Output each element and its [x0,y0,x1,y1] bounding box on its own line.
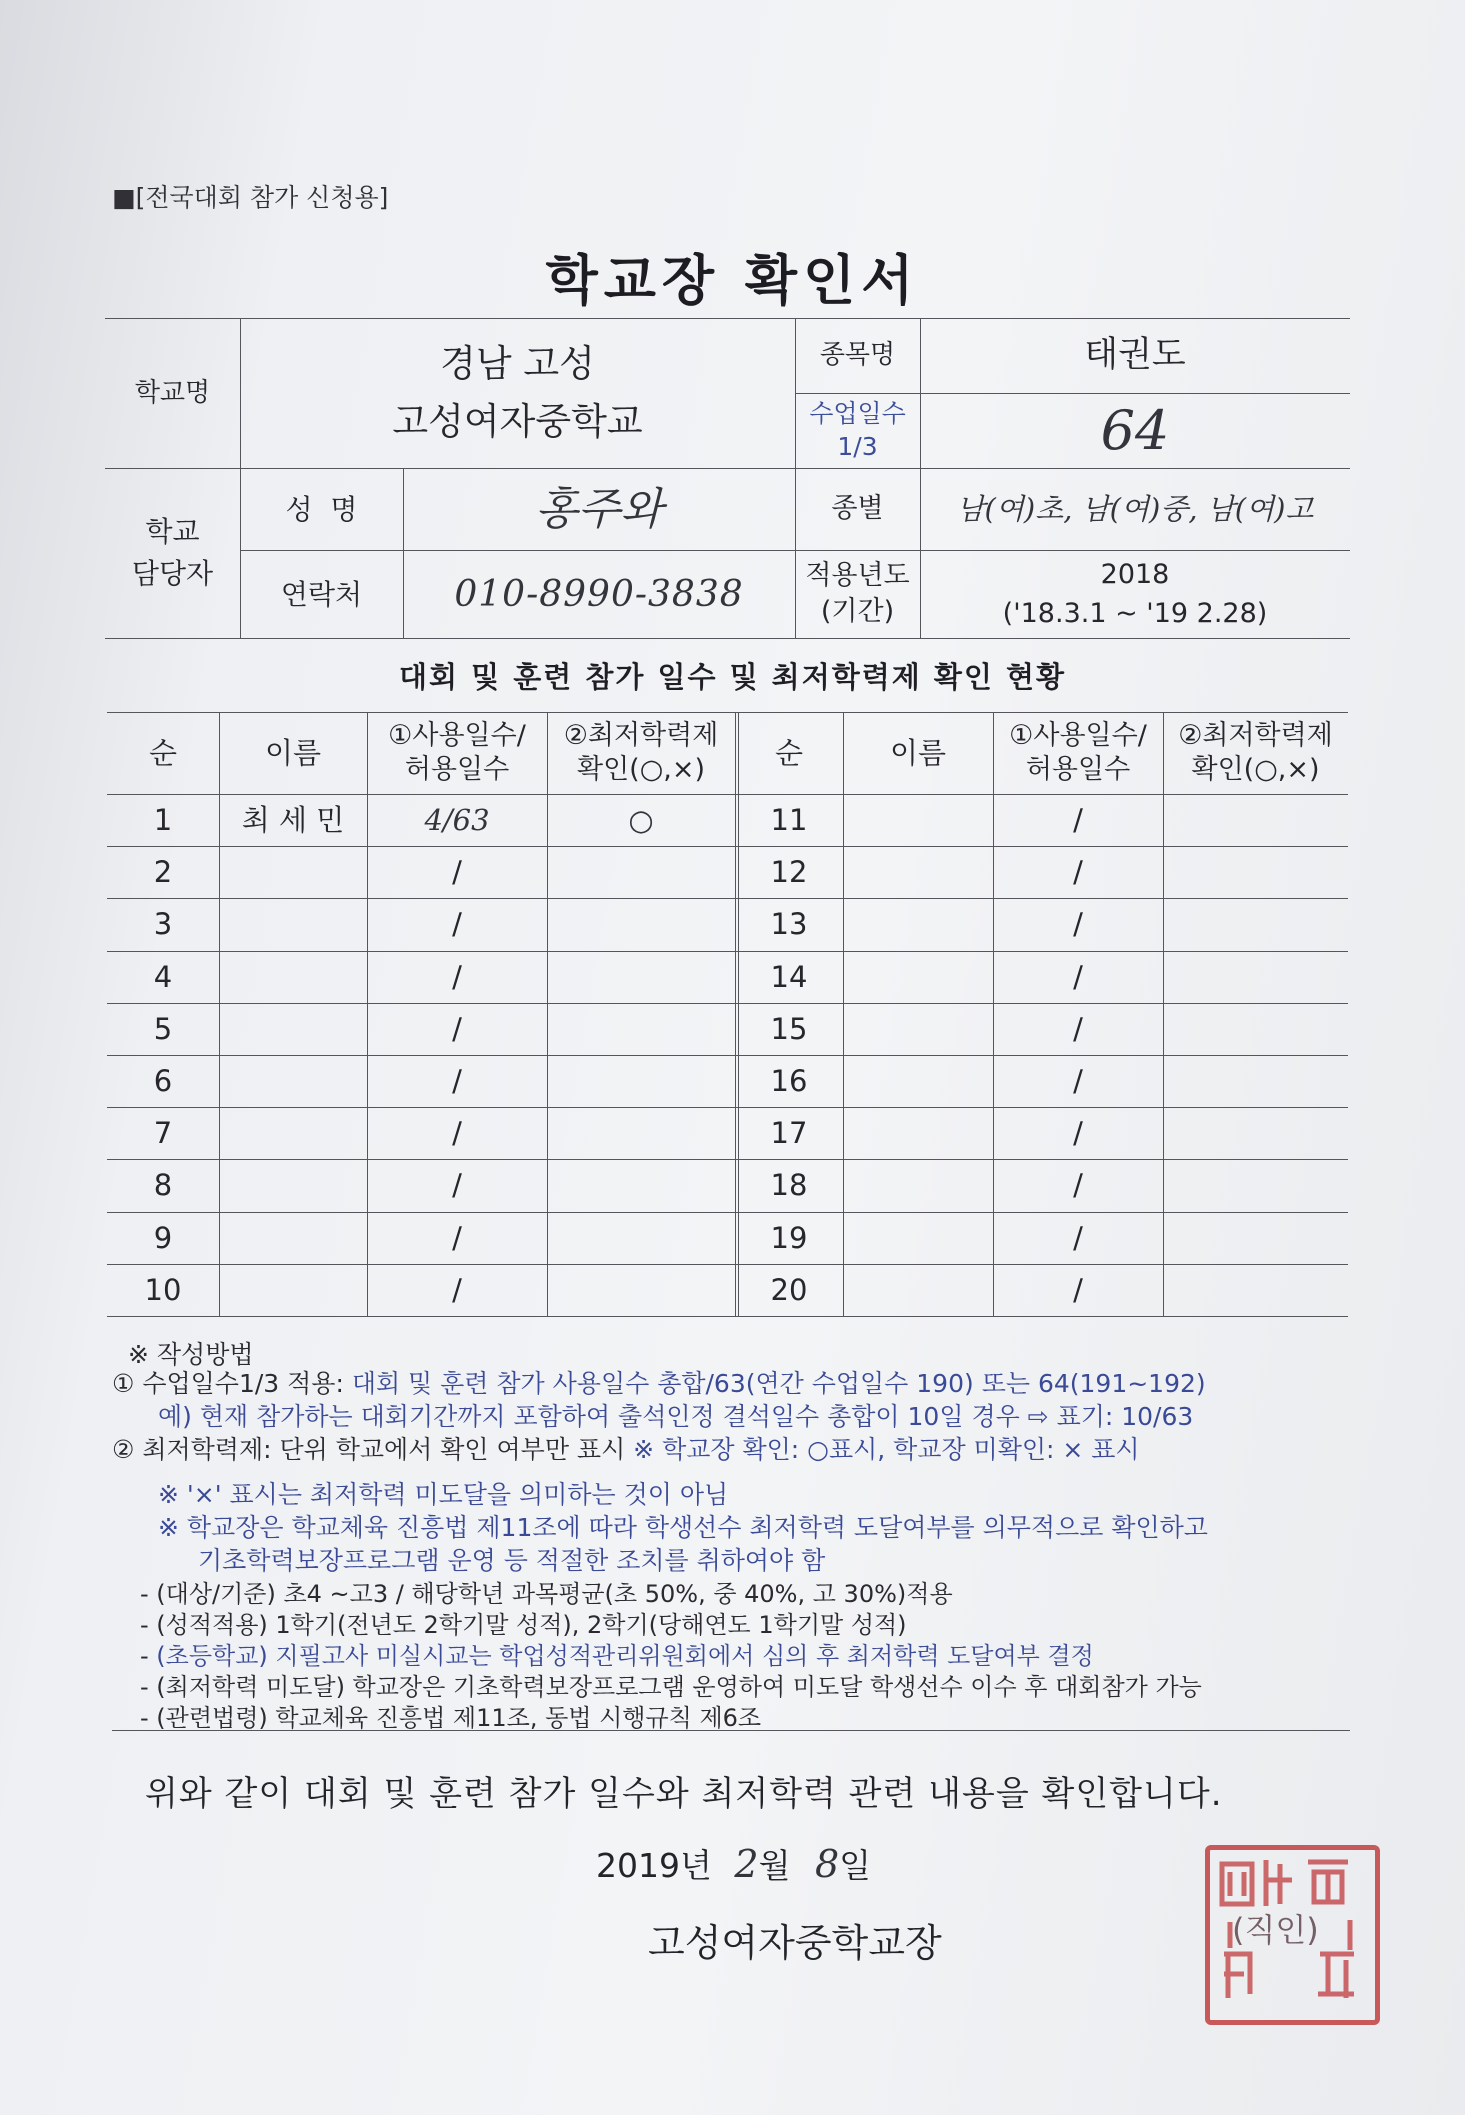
note-elementary [140,1636,1094,1671]
left-row-check [547,1264,735,1316]
right-row-days: / [1073,1168,1083,1203]
header-check-right-line1: ②최저학력제 [1178,720,1333,752]
left-row-no: 1 [153,802,173,837]
left-row-no: 5 [153,1011,173,1046]
header-check-right-line2: 확인(○,×) [1191,754,1320,785]
issue-date [596,1840,871,1887]
category-value: 남(여)초, 남(여)중, 남(여)고 [956,491,1314,526]
left-row-name [219,1159,367,1211]
header-check-right [1163,712,1348,794]
period-label-line1: 적용년도 [805,559,910,591]
note-elementary-dash: - [140,1642,157,1670]
staff-contact-label: 연락처 [280,577,363,611]
page-title: 학교장 확인서 [545,249,920,312]
left-row-check: ○ [628,802,654,837]
left-row-no: 9 [153,1220,173,1255]
staff-label-line1: 학교 [145,515,200,548]
table-row-border [107,1316,1348,1317]
right-row-days: / [1073,1011,1083,1046]
notes-heading: ※ 작성방법 [128,1340,254,1369]
header-days-left-line1: ①사용일수/ [388,720,526,752]
note-min-academic-mark: ※ 학교장 확인: ○표시, 학교장 미확인: × 표시 [633,1435,1140,1464]
note-min-academic-lead: ② 최저학력제: 단위 학교에서 확인 여부만 표시 [112,1435,634,1464]
staff-name-value: 홍주와 [535,483,663,535]
header-check-left-line2: 확인(○,×) [577,754,705,785]
right-row-no: 18 [770,1168,808,1203]
right-row-no: 17 [770,1116,808,1151]
right-row-check [1163,1159,1348,1211]
right-row-days: / [1073,855,1083,890]
left-row-check [547,1159,735,1211]
left-row-no: 7 [153,1116,173,1151]
right-row-name [843,898,993,950]
date-day-value: 8 [814,1842,840,1886]
right-row-check [1163,846,1348,898]
school-name: 고성여자중학교 [392,400,643,443]
note-principal-duty: ※ 학교장은 학교체육 진흥법 제11조에 따라 학생선수 최저학력 도달여부를 의무적으로 확인하고 [158,1513,1208,1542]
section-title: 대회 및 훈련 참가 일수 및 최저학력제 확인 현황 [398,660,1067,694]
school-name-value [240,318,795,468]
right-row-days: / [1073,1063,1083,1098]
left-row-name [219,1003,367,1055]
left-row-check [547,1055,735,1107]
header-check-left-line1: ②최저학력제 [563,720,719,752]
right-row-no: 20 [770,1272,808,1307]
right-row-days: / [1073,907,1083,942]
right-row-name [843,846,993,898]
left-row-no: 8 [153,1168,173,1203]
principal-title: 고성여자중학교장 [648,1921,942,1965]
right-row-name [843,1212,993,1264]
left-row-check [547,1107,735,1159]
right-row-days: / [1073,959,1083,994]
school-name-label: 학교명 [134,377,211,408]
left-row-name [219,1055,367,1107]
staff-label-line2: 담당자 [131,557,214,590]
header-days-left [367,712,547,794]
left-row-days: / [452,1220,462,1255]
left-row-no: 6 [153,1063,173,1098]
date-month-unit: 월 [758,1846,791,1885]
class-days-value: 64 [1100,398,1170,462]
left-row-name [219,898,367,950]
school-region: 경남 고성 [440,341,595,385]
form-tag: ■[전국대회 참가 신청용] [112,183,389,212]
right-row-no: 12 [770,855,808,890]
left-row-days: / [452,959,462,994]
right-row-days: / [1073,802,1083,837]
right-row-no: 13 [770,907,808,942]
period-range: ('18.3.1 ~ '19 2.28) [1002,598,1268,629]
header-days-right-line1: ①사용일수/ [1009,720,1147,752]
left-row-name [219,951,367,1003]
left-row-days: / [452,907,462,942]
staff-contact-value: 010-8990-3838 [454,573,744,615]
left-row-days: / [452,1272,462,1307]
date-year: 2019년 [596,1846,712,1885]
header-days-left-line2: 허용일수 [404,754,510,785]
right-row-check [1163,1003,1348,1055]
left-row-days: / [452,1168,462,1203]
left-row-days: / [452,855,462,890]
header-no-right: 순 [774,735,803,770]
note-class-days-lead: ① 수업일수1/3 적용: [112,1369,352,1398]
left-row-check [547,1212,735,1264]
class-days-label-line1: 수업일수 [809,399,906,428]
left-row-name [219,1107,367,1159]
note-example: 예) 현재 참가하는 대회기간까지 포함하여 출석인정 결석일수 총합이 10일 경우 ⇨ 표기: 10/63 [158,1402,1194,1431]
note-law: - (관련법령) 학교체육 진흥법 제11조, 동법 시행규칙 제6조 [140,1704,762,1732]
class-days-label-line2: 1/3 [837,431,878,461]
official-seal [1205,1845,1380,2025]
note-class-days [112,1364,1206,1400]
header-days-right-line2: 허용일수 [1025,754,1131,785]
period-year: 2018 [1100,558,1170,590]
note-grade-apply: - (성적적용) 1학기(전년도 2학기말 성적), 2학기(당해연도 1학기말 성적) [140,1611,907,1639]
right-row-days: / [1073,1272,1083,1307]
sport-label: 종목명 [819,340,896,371]
period-value [920,550,1350,638]
right-row-check [1163,1212,1348,1264]
right-row-no: 15 [770,1011,808,1046]
right-row-check [1163,951,1348,1003]
header-name-right: 이름 [889,735,947,770]
left-row-name [219,1264,367,1316]
period-label [795,550,920,638]
left-row-no: 4 [153,959,173,994]
right-row-check [1163,1055,1348,1107]
header-name-left: 이름 [264,735,322,770]
staff-name-label: 성 명 [285,492,358,526]
right-row-name [843,1159,993,1211]
right-row-name [843,951,993,1003]
seal-label: (직인) [1232,1911,1319,1949]
left-row-days: / [452,1011,462,1046]
left-row-no: 3 [153,907,173,942]
right-row-name [843,1055,993,1107]
left-row-no: 10 [144,1272,182,1307]
left-row-check [547,846,735,898]
left-row-days: / [452,1116,462,1151]
note-min-academic [112,1430,1140,1466]
left-row-check [547,951,735,1003]
period-label-line2: (기간) [820,596,895,627]
right-row-name [843,1264,993,1316]
left-row-days: 4/63 [424,802,490,837]
right-row-check [1163,794,1348,846]
header-check-left [547,712,735,794]
right-row-name [843,1107,993,1159]
note-target: - (대상/기준) 초4 ~고3 / 해당학년 과목평균(초 50%, 중 40%, 고 30%)적용 [140,1580,953,1608]
left-row-days: / [452,1063,462,1098]
left-row-name [219,846,367,898]
left-row-check [547,898,735,950]
header-no-left: 순 [148,735,177,770]
right-row-no: 11 [770,802,808,837]
note-class-days-rule: 대회 및 훈련 참가 사용일수 총합/63(연간 수업일수 190) 또는 64(191~192) [351,1369,1206,1398]
right-row-no: 19 [770,1220,808,1255]
right-row-no: 16 [770,1063,808,1098]
right-row-days: / [1073,1116,1083,1151]
staff-label [105,468,240,638]
note-principal-duty-cont: 기초학력보장프로그램 운영 등 적절한 조치를 취하여야 함 [198,1546,826,1575]
right-row-check [1163,898,1348,950]
left-row-no: 2 [153,855,173,890]
right-row-check [1163,1107,1348,1159]
note-elementary-text: (초등학교) 지필고사 미실시교는 학업성적관리위원회에서 심의 후 최저학력 도달여부 결정 [156,1642,1094,1670]
category-label: 종별 [831,493,884,525]
class-days-label [795,393,920,468]
left-row-name [219,1212,367,1264]
sport-value: 태권도 [1084,334,1186,375]
left-row-name: 최 세 민 [241,802,345,837]
right-row-check [1163,1264,1348,1316]
right-row-name [843,794,993,846]
right-row-name [843,1003,993,1055]
right-row-no: 14 [770,959,808,994]
header-days-right [993,712,1163,794]
date-month-value: 2 [734,1842,759,1886]
note-not-met: - (최저학력 미도달) 학교장은 기초학력보장프로그램 운영하여 미도달 학생선수 이수 후 대회참가 가능 [140,1673,1202,1701]
right-row-days: / [1073,1220,1083,1255]
left-row-check [547,1003,735,1055]
note-x-mark: ※ '×' 표시는 최저학력 미도달을 의미하는 것이 아님 [158,1480,729,1509]
date-day-unit: 일 [839,1846,872,1885]
confirm-statement: 위와 같이 대회 및 훈련 참가 일수와 최저학력 관련 내용을 확인합니다. [145,1774,1223,1814]
